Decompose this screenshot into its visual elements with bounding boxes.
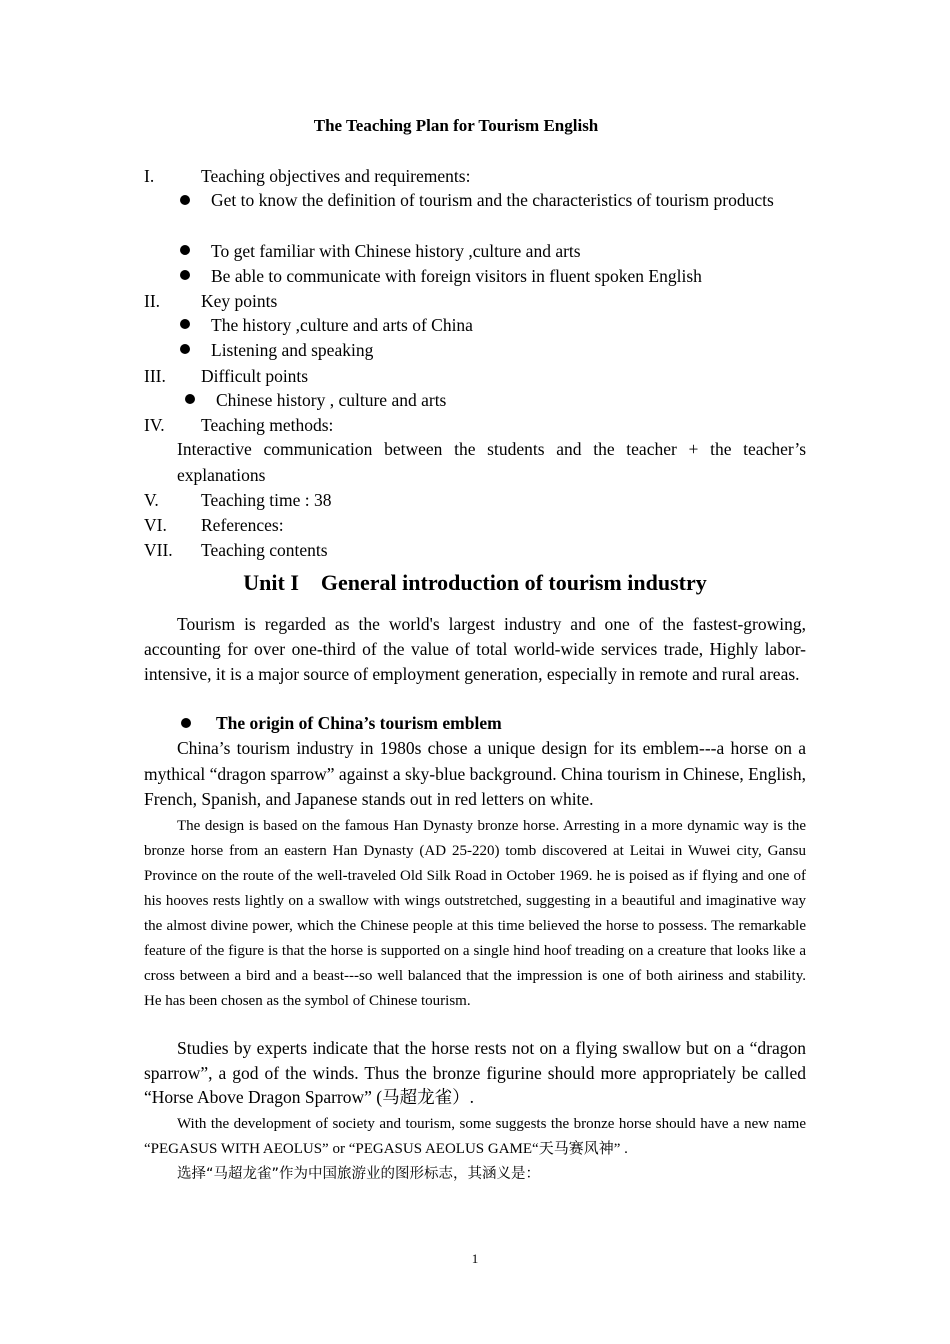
bullet-icon	[180, 344, 190, 354]
section-number: V.	[144, 490, 159, 510]
methods-text: Interactive communication between the students and the teacher + the teacher’s explanations	[177, 439, 806, 485]
objective-item: Get to know the definition of tourism and the characteristics of tourism products	[211, 190, 774, 210]
bullet-icon	[185, 394, 195, 404]
intro-paragraph: Tourism is regarded as the world's largest industry and one of the fastest-growing, accounting for over one-third of the value of total world-wide services trade, Highly labor-intensive, it is a major source of employment generation, especially in remote and rural areas.	[144, 614, 806, 684]
bullet-icon	[181, 718, 191, 728]
section-label: Teaching objectives and requirements:	[201, 166, 471, 186]
emblem-heading: The origin of China’s tourism emblem	[216, 713, 502, 733]
bullet-icon	[180, 195, 190, 205]
section-number: II.	[144, 291, 161, 311]
emblem-paragraph: China’s tourism industry in 1980s chose a unique design for its emblem---a horse on a mythical “dragon sparrow” against a sky-blue background. China tourism in Chinese, English, French, Spanish, and Japanese stands out in red letters on white.	[144, 738, 806, 809]
section-label: Teaching methods:	[201, 415, 334, 435]
section-number: I.	[144, 166, 155, 186]
document-title: The Teaching Plan for Tourism English	[313, 116, 599, 135]
section-label: Key points	[201, 291, 278, 311]
unit-title: Unit I General introduction of tourism industry	[243, 570, 707, 595]
section-number: VI.	[144, 515, 167, 535]
bullet-icon	[180, 270, 190, 280]
development-paragraph: With the development of society and tourism, some suggests the bronze horse should have a new name “PEGASUS WITH AEOLUS” or “PEGASUS AEOLUS GAME“天马赛风神” .	[144, 1116, 806, 1157]
bullet-icon	[180, 319, 190, 329]
design-paragraph: The design is based on the famous Han Dynasty bronze horse. Arresting in a more dynamic way is the bronze horse from an eastern Han Dynasty (AD 25-220) tomb discovered at Leitai in Wuwei city, Gansu Province on the route of the well-traveled Old Silk Road in October 1969. he is poised as if flying and one of his hooves rests lightly on a swallow with wings outstretched, suggesting in a beautiful and imaginative way the almost divine power, which the Chinese people at this time believed the horse to possess. The remarkable feature of the figure is that the horse is supported on a single hind hoof treading on a creature that looks like a cross between a bird and a beast---so well balanced that the impression is one of both airiness and stability. He has been chosen as the symbol of Chinese tourism.	[144, 818, 806, 1009]
difficult-point-item: Chinese history , culture and arts	[216, 390, 447, 410]
section-label: Teaching time : 38	[201, 490, 332, 510]
chinese-line: 选择“马超龙雀”作为中国旅游业的图形标志，其涵义是：	[177, 1166, 541, 1182]
bullet-icon	[180, 245, 190, 255]
key-point-item: Listening and speaking	[211, 340, 374, 360]
studies-paragraph: Studies by experts indicate that the horse rests not on a flying swallow but on a “dragon sparrow”, a god of the winds. Thus the bronze figurine should more appropriately be called “Horse Above Dragon Sparrow” (马超龙雀）.	[144, 1038, 806, 1107]
section-label: Difficult points	[201, 366, 309, 386]
section-number: IV.	[144, 415, 165, 435]
section-number: VII.	[144, 540, 173, 560]
section-label: Teaching contents	[201, 540, 328, 560]
section-label: References:	[201, 515, 284, 535]
key-point-item: The history ,culture and arts of China	[211, 315, 473, 335]
page-number: 1	[471, 1251, 479, 1266]
section-number: III.	[144, 366, 166, 386]
objective-item: Be able to communicate with foreign visitors in fluent spoken English	[211, 266, 702, 286]
objective-item: To get familiar with Chinese history ,culture and arts	[211, 241, 581, 261]
